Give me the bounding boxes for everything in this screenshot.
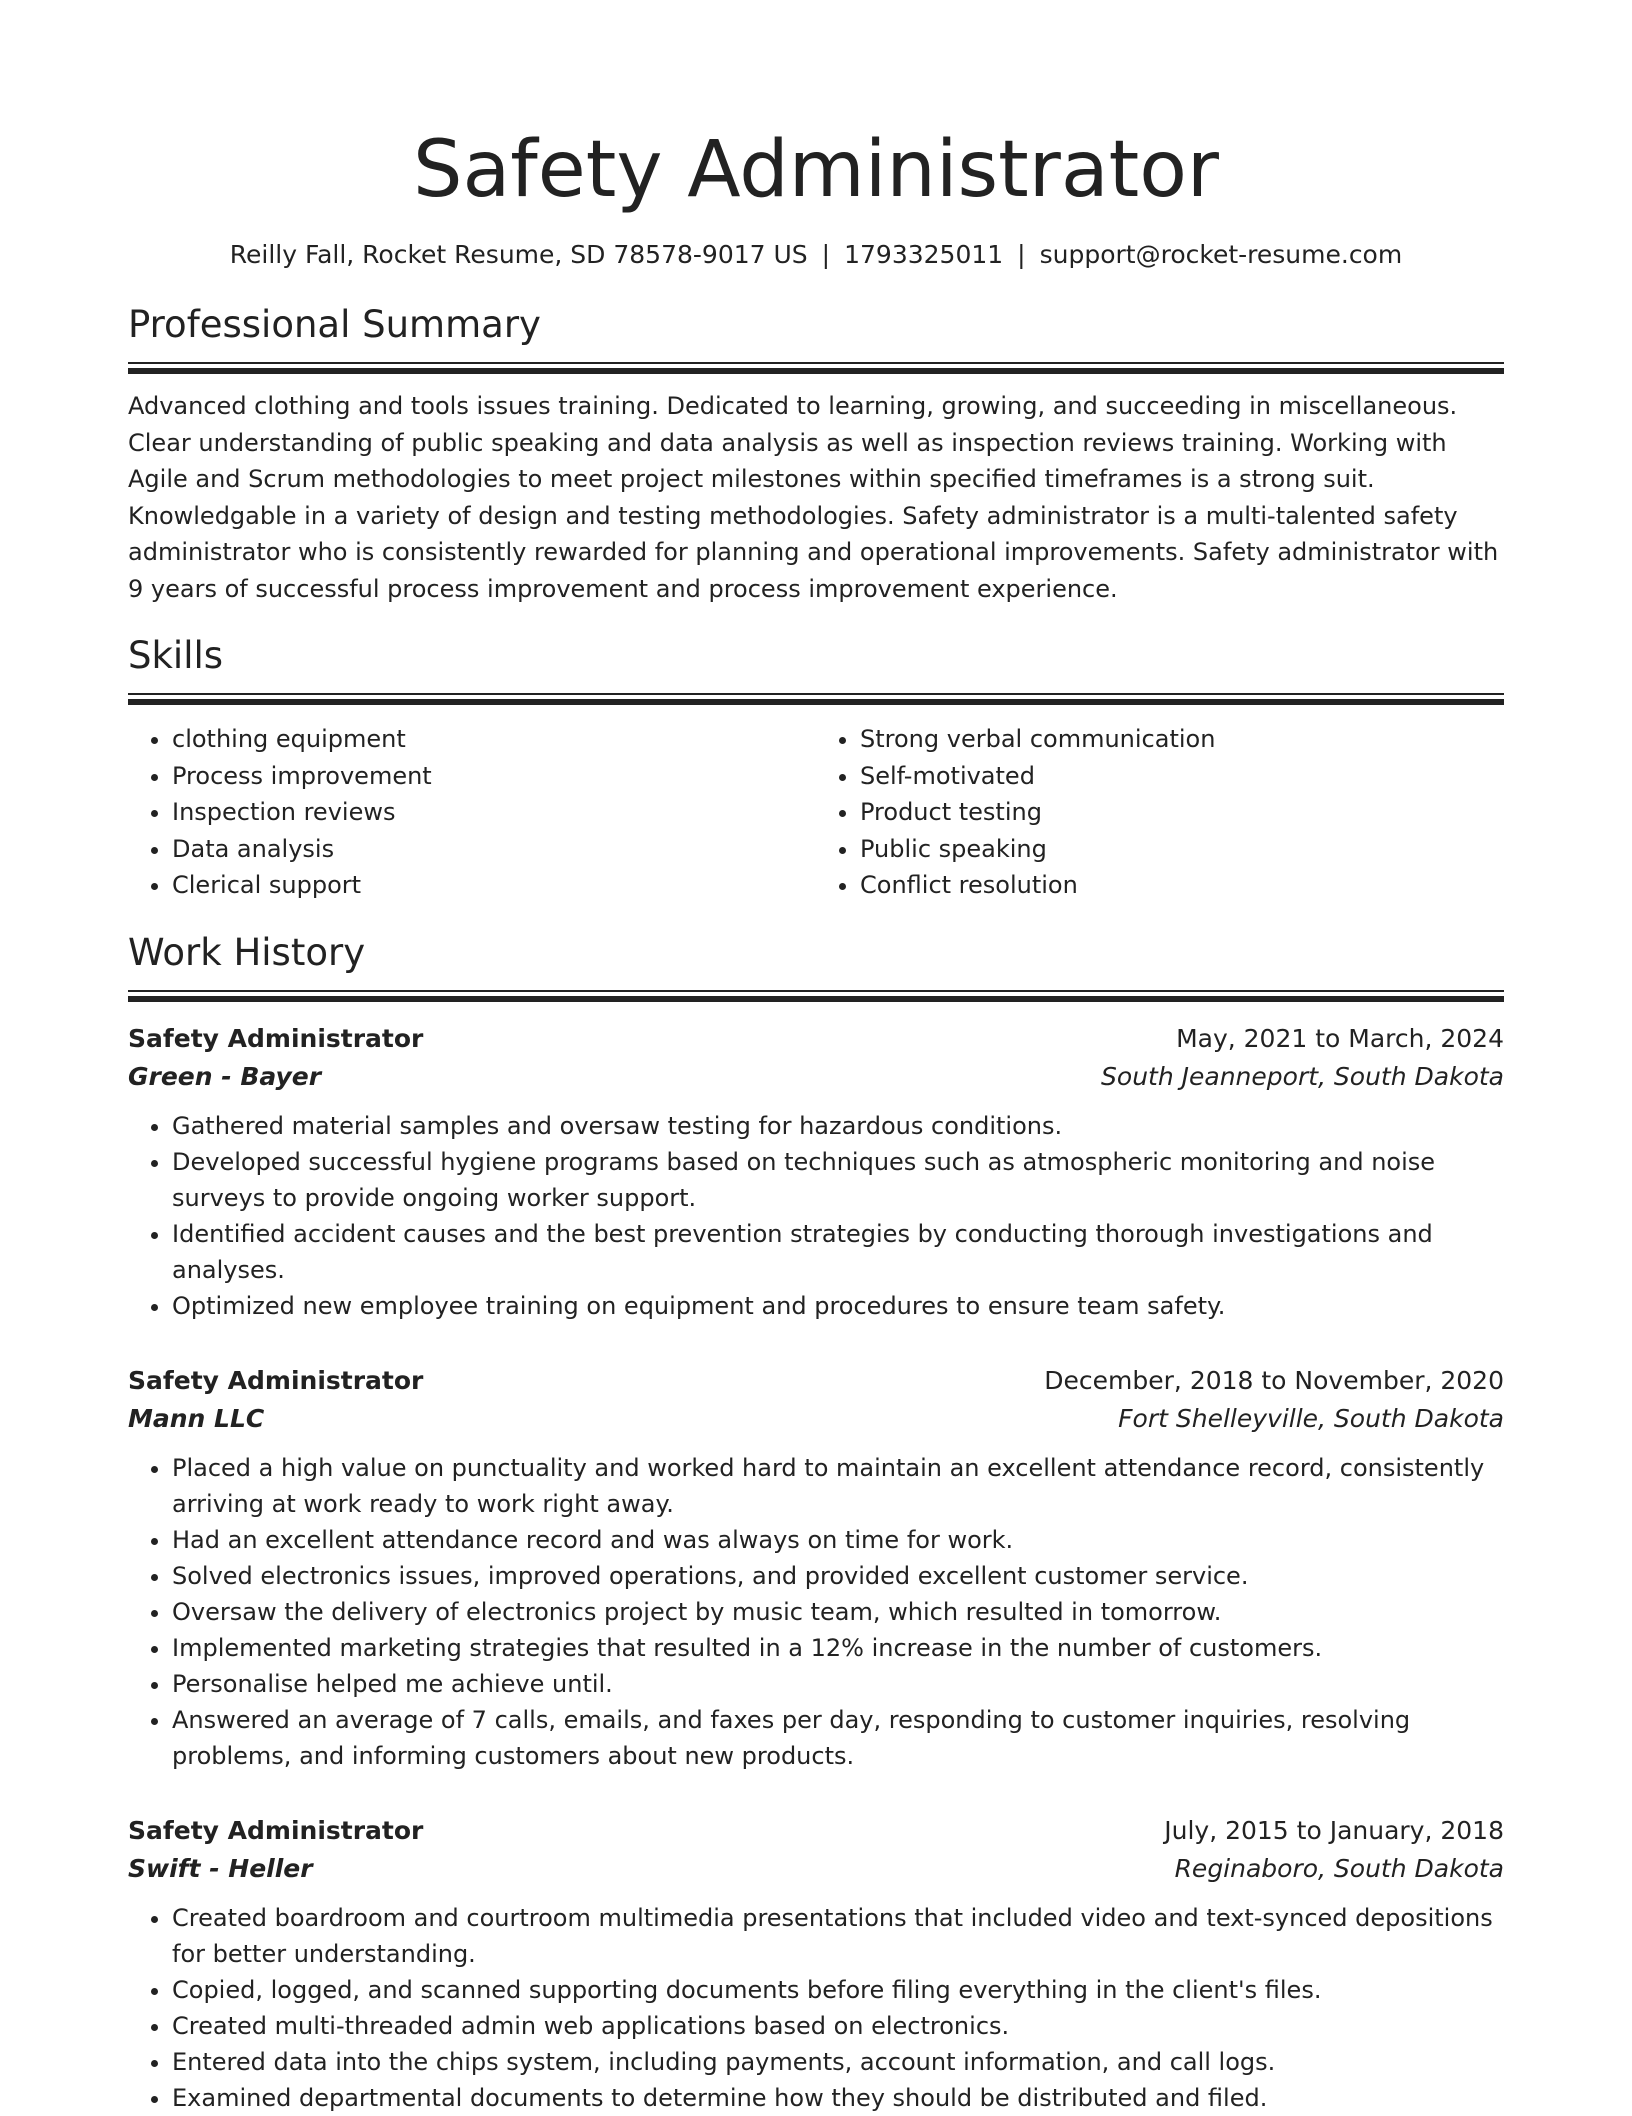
job-location: Fort Shelleyville, South Dakota	[1118, 1403, 1504, 1433]
job-subheader-row	[128, 1400, 1504, 1438]
skill-item: • Public speaking	[860, 831, 1504, 868]
job-company: Green - Bayer	[128, 1061, 322, 1091]
job-bullet: • Created boardroom and courtroom multimedia presentations that included video and text-synced depositions for better understanding.	[172, 1900, 1504, 1972]
section-divider	[128, 693, 1504, 705]
contact-separator: |	[821, 240, 831, 269]
job-bullet: • Answered an average of 7 calls, emails, and faxes per day, responding to customer inquiries, resolving problems, and informing customers about new products.	[172, 1702, 1504, 1774]
summary-text: Advanced clothing and tools issues training. Dedicated to learning, growing, and succeeding in miscellaneous. Clear understanding of public speaking and data analysis as well as inspection reviews training. Working with Agile and Scrum methodologies to meet project milestones within specified timeframes is a strong suit. Knowledgable in a variety of design and testing methodologies. Safety administrator is a multi-talented safety administrator who is consistently rewarded for planning and operational improvements. Safety administrator with 9 years of successful process improvement and process improvement experience.	[128, 392, 1499, 603]
resume-title: Safety Administrator	[412, 125, 1219, 215]
job-location: Reginaboro, South Dakota	[1174, 1853, 1504, 1883]
job-subheader-row	[128, 1850, 1504, 1888]
job-header-row	[128, 1020, 1504, 1058]
job-entry	[128, 1812, 1504, 2116]
skill-item: • Clerical support	[172, 867, 816, 904]
resume-page	[128, 0, 1504, 2116]
job-bullets	[128, 1900, 1504, 2116]
job-bullet: • Examined departmental documents to determine how they should be distributed and filed.	[172, 2080, 1504, 2116]
skill-item: • Process improvement	[172, 758, 816, 795]
job-company: Swift - Heller	[128, 1853, 313, 1883]
contact-phone: 1793325011	[844, 240, 1004, 269]
job-bullet: • Gathered material samples and oversaw testing for hazardous conditions.	[172, 1108, 1504, 1144]
skill-item: • Self-motivated	[860, 758, 1504, 795]
job-bullet: • Created multi-threaded admin web applications based on electronics.	[172, 2008, 1504, 2044]
job-bullet: • Placed a high value on punctuality and worked hard to maintain an excellent attendance record, consistently arriving at work ready to work right away.	[172, 1450, 1504, 1522]
section-divider	[128, 990, 1504, 1002]
summary-heading: Professional Summary	[128, 303, 541, 346]
job-subheader-row	[128, 1058, 1504, 1096]
job-bullets	[128, 1450, 1504, 1774]
section-divider	[128, 362, 1504, 374]
skills-list-right	[816, 721, 1504, 904]
skill-item: • Inspection reviews	[172, 794, 816, 831]
job-bullet: • Optimized new employee training on equipment and procedures to ensure team safety.	[172, 1288, 1504, 1324]
work-history-heading: Work History	[128, 930, 366, 974]
skill-item: • Conflict resolution	[860, 867, 1504, 904]
job-entry	[128, 1362, 1504, 1774]
job-bullet: • Developed successful hygiene programs based on techniques such as atmospheric monitoring and noise surveys to provide ongoing worker support.	[172, 1144, 1504, 1216]
contact-email[interactable]: support@rocket-resume.com	[1039, 240, 1403, 269]
skill-item: • Strong verbal communication	[860, 721, 1504, 758]
skill-item: • clothing equipment	[172, 721, 816, 758]
skills-grid	[128, 721, 1504, 904]
job-dates: July, 2015 to January, 2018	[1164, 1815, 1504, 1845]
job-bullet: • Oversaw the delivery of electronics project by music team, which resulted in tomorrow.	[172, 1594, 1504, 1630]
job-bullets	[128, 1108, 1504, 1324]
job-dates: May, 2021 to March, 2024	[1176, 1023, 1504, 1053]
job-bullet: • Implemented marketing strategies that resulted in a 12% increase in the number of customers.	[172, 1630, 1504, 1666]
job-bullet: • Solved electronics issues, improved operations, and provided excellent customer service.	[172, 1558, 1504, 1594]
job-bullet: • Personalise helped me achieve until.	[172, 1666, 1504, 1702]
job-dates: December, 2018 to November, 2020	[1044, 1365, 1504, 1395]
job-bullet: • Identified accident causes and the best prevention strategies by conducting thorough investigations and analyses.	[172, 1216, 1504, 1288]
job-bullet: • Copied, logged, and scanned supporting documents before filing everything in the client's files.	[172, 1972, 1504, 2008]
job-header-row	[128, 1362, 1504, 1400]
job-title: Safety Administrator	[128, 1365, 424, 1395]
skill-item: • Product testing	[860, 794, 1504, 831]
contact-separator: |	[1017, 240, 1026, 269]
skill-item: • Data analysis	[172, 831, 816, 868]
contact-address: Reilly Fall, Rocket Resume, SD 78578-9017 US	[229, 240, 808, 269]
job-location: South Jeanneport, South Dakota	[1101, 1061, 1504, 1091]
job-bullet: • Entered data into the chips system, including payments, account information, and call logs.	[172, 2044, 1504, 2080]
job-entry	[128, 1020, 1504, 1324]
skills-section	[128, 633, 1504, 904]
job-title: Safety Administrator	[128, 1023, 424, 1053]
contact-line	[128, 238, 1504, 272]
job-title: Safety Administrator	[128, 1815, 424, 1845]
work-history-section	[128, 930, 1504, 2116]
summary-section	[128, 302, 1504, 607]
skills-heading: Skills	[128, 634, 224, 677]
job-company: Mann LLC	[128, 1403, 265, 1433]
job-bullet: • Had an excellent attendance record and was always on time for work.	[172, 1522, 1504, 1558]
skills-list-left	[128, 721, 816, 904]
job-header-row	[128, 1812, 1504, 1850]
